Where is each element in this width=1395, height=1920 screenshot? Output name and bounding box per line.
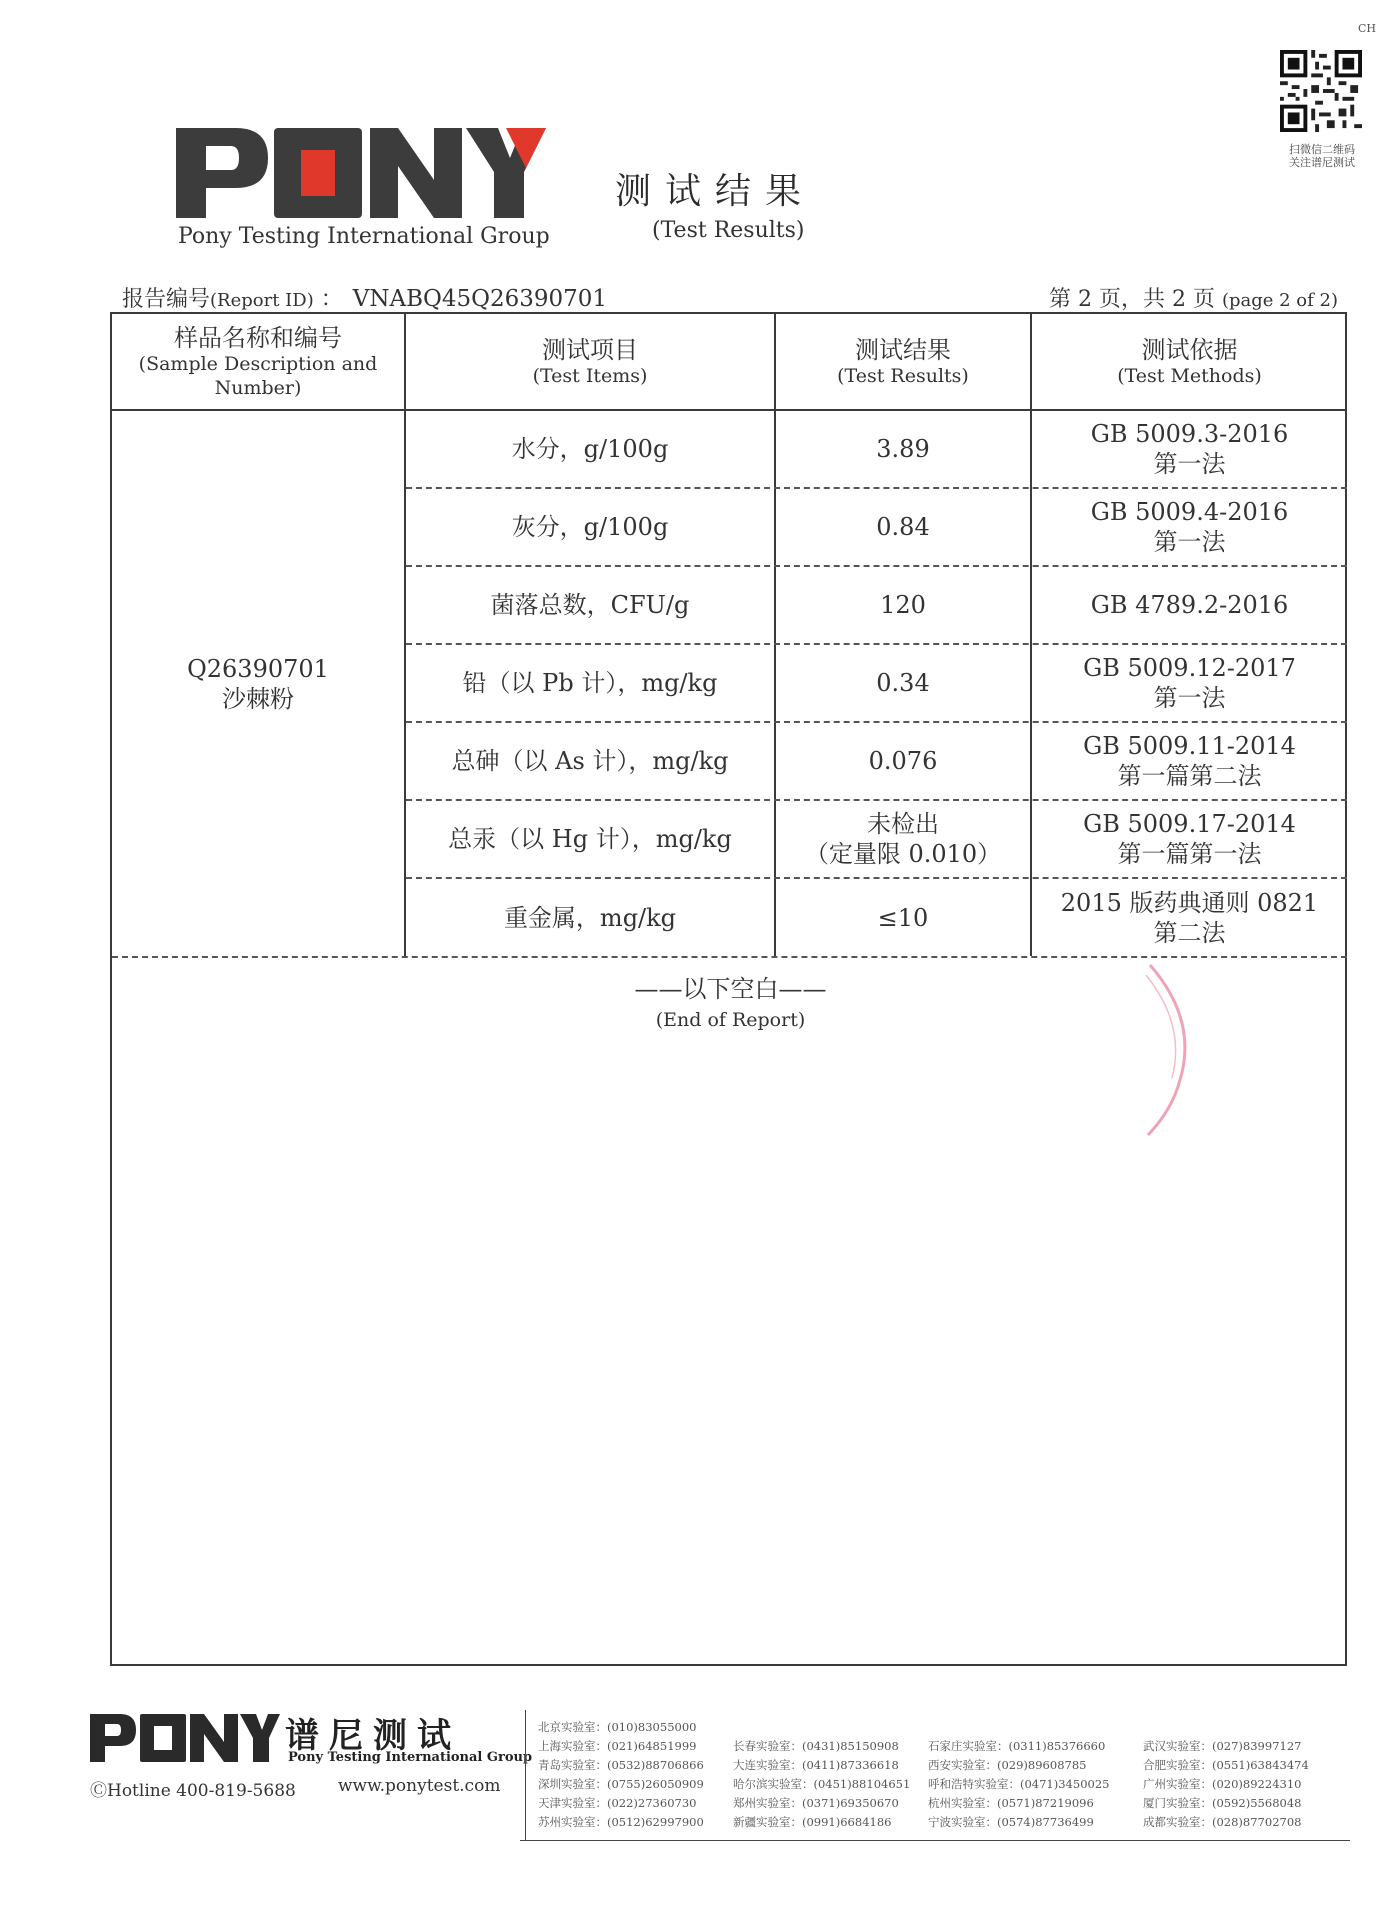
lab-row bbox=[538, 1718, 1358, 1737]
company-name-en: Pony Testing International Group bbox=[178, 224, 550, 249]
test-result-value: 未检出 bbox=[867, 810, 939, 838]
page-title-en: (Test Results) bbox=[652, 218, 805, 243]
test-result-value: 0.076 bbox=[868, 747, 938, 775]
pony-logo bbox=[176, 128, 546, 218]
lab-contact: 新疆实验室：(0991)6684186 bbox=[733, 1815, 892, 1829]
lab-row bbox=[538, 1794, 1358, 1813]
lab-contact: 呼和浩特实验室：(0471)3450025 bbox=[928, 1777, 1110, 1791]
test-method-standard: GB 5009.11-2014 bbox=[1083, 732, 1296, 760]
end-of-report-en: (End of Report) bbox=[655, 1009, 806, 1031]
test-method-standard: 2015 版药典通则 0821 bbox=[1060, 888, 1319, 917]
header-test-items-cn: 测试项目 bbox=[542, 335, 638, 364]
test-method bbox=[1032, 411, 1347, 487]
report-id-value: VNABQ45Q26390701 bbox=[352, 286, 608, 312]
header-sample-en1: (Sample Description and bbox=[138, 352, 378, 375]
footer-company-cn: 谱尼测试 bbox=[285, 1716, 461, 1756]
header-sample-cn: 样品名称和编号 bbox=[174, 323, 342, 352]
header-test-methods bbox=[1032, 314, 1347, 409]
qr-caption-line1: 扫微信二维码 bbox=[1289, 143, 1355, 156]
test-method bbox=[1032, 879, 1347, 956]
header-test-results-cn: 测试结果 bbox=[855, 335, 951, 364]
test-method-standard: GB 4789.2-2016 bbox=[1090, 591, 1289, 619]
test-method-clause: 第一法 bbox=[1153, 528, 1226, 556]
test-item: 总汞（以 Hg 计），mg/kg bbox=[448, 825, 732, 853]
test-method bbox=[1032, 723, 1347, 799]
lab-contact: 武汉实验室：(027)83997127 bbox=[1143, 1739, 1302, 1753]
test-result bbox=[776, 879, 1030, 956]
lab-row bbox=[538, 1775, 1358, 1794]
page-indicator-en: (page 2 of 2) bbox=[1221, 290, 1338, 311]
test-result-value: 3.89 bbox=[876, 435, 930, 463]
lab-contact: 西安实验室：(029)89608785 bbox=[928, 1758, 1087, 1772]
test-result bbox=[776, 723, 1030, 799]
test-method-clause: 第一法 bbox=[1153, 684, 1226, 712]
test-method-standard: GB 5009.4-2016 bbox=[1090, 498, 1289, 526]
lab-contact: 哈尔滨实验室：(0451)88104651 bbox=[733, 1777, 911, 1791]
lab-contact: 厦门实验室：(0592)5568048 bbox=[1143, 1796, 1302, 1810]
header-test-items bbox=[406, 314, 774, 409]
test-result-value: 0.84 bbox=[876, 513, 930, 541]
report-id bbox=[122, 282, 607, 313]
test-method bbox=[1032, 801, 1347, 877]
footer-rule bbox=[520, 1840, 1350, 1841]
footer-company-en: Pony Testing International Group bbox=[288, 1750, 533, 1765]
test-result-value: ≤10 bbox=[877, 903, 929, 932]
lab-contact: 天津实验室：(022)27360730 bbox=[538, 1796, 697, 1810]
qr-code bbox=[1280, 50, 1362, 132]
lab-contact: 石家庄实验室：(0311)85376660 bbox=[928, 1739, 1106, 1753]
hotline: ⒸHotline 400-819-5688 bbox=[90, 1781, 296, 1801]
header-test-methods-en: (Test Methods) bbox=[1117, 364, 1262, 387]
test-method-clause: 第二法 bbox=[1153, 918, 1226, 947]
header-test-results-en: (Test Results) bbox=[837, 364, 969, 387]
lab-contact: 广州实验室：(020)89224310 bbox=[1143, 1777, 1302, 1791]
lab-contact: 青岛实验室：(0532)88706866 bbox=[538, 1758, 704, 1772]
sample-cell bbox=[112, 411, 404, 956]
test-item: 重金属，mg/kg bbox=[503, 903, 677, 932]
lab-row bbox=[538, 1756, 1358, 1775]
report-id-label-cn: 报告编号 bbox=[122, 287, 211, 312]
lab-contact: 宁波实验室：(0574)87736499 bbox=[928, 1815, 1094, 1829]
test-method bbox=[1032, 489, 1347, 565]
header-test-items-en: (Test Items) bbox=[532, 364, 648, 387]
test-method-standard: GB 5009.12-2017 bbox=[1083, 654, 1296, 682]
page-indicator-cn: 第 2 页，共 2 页 bbox=[1048, 287, 1215, 312]
lab-contact: 杭州实验室：(0571)87219096 bbox=[928, 1796, 1094, 1810]
test-method bbox=[1032, 567, 1347, 643]
lab-contact: 郑州实验室：(0371)69350670 bbox=[733, 1796, 899, 1810]
test-method-clause: 第一篇第二法 bbox=[1117, 762, 1262, 790]
test-item: 铅（以 Pb 计），mg/kg bbox=[462, 669, 718, 697]
test-item: 菌落总数，CFU/g bbox=[490, 591, 690, 619]
lab-contact: 上海实验室：(021)64851999 bbox=[538, 1739, 697, 1753]
footer-separator bbox=[525, 1710, 526, 1840]
lab-contact: 北京实验室：(010)83055000 bbox=[538, 1720, 697, 1734]
table-end-divider bbox=[112, 956, 1347, 958]
sample-id: Q26390701 bbox=[187, 654, 329, 683]
test-result-value: 120 bbox=[880, 591, 926, 619]
qr-caption bbox=[1272, 143, 1372, 169]
report-id-label-en: (Report ID) bbox=[210, 290, 314, 311]
lab-contacts bbox=[538, 1718, 1358, 1832]
test-method-standard: GB 5009.3-2016 bbox=[1090, 420, 1289, 448]
lab-row bbox=[538, 1737, 1358, 1756]
test-result bbox=[776, 411, 1030, 487]
website: www.ponytest.com bbox=[338, 1776, 501, 1796]
sample-name: 沙棘粉 bbox=[222, 684, 294, 713]
lab-contact: 大连实验室：(0411)87336618 bbox=[733, 1758, 899, 1772]
test-method-clause: 第一法 bbox=[1153, 450, 1226, 478]
test-result bbox=[776, 801, 1030, 877]
lab-contact: 成都实验室：(028)87702708 bbox=[1143, 1815, 1302, 1829]
seal-stamp bbox=[1120, 960, 1200, 1140]
lab-contact: 苏州实验室：(0512)62997900 bbox=[538, 1815, 704, 1829]
test-item: 水分，g/100g bbox=[511, 435, 669, 463]
lab-contact: 长春实验室：(0431)85150908 bbox=[733, 1739, 899, 1753]
lab-row bbox=[538, 1813, 1358, 1832]
test-item: 灰分，g/100g bbox=[511, 513, 669, 541]
qr-caption-line2: 关注谱尼测试 bbox=[1289, 156, 1355, 169]
lab-contact: 合肥实验室：(0551)63843474 bbox=[1143, 1758, 1309, 1772]
report-id-sep: ： bbox=[320, 287, 343, 312]
footer-pony-logo bbox=[90, 1714, 280, 1762]
corner-code: CH bbox=[1358, 22, 1377, 35]
header-sample bbox=[112, 314, 404, 409]
test-method-clause: 第一篇第一法 bbox=[1117, 840, 1262, 868]
test-result bbox=[776, 567, 1030, 643]
test-result-limit: （定量限 0.010） bbox=[804, 840, 1002, 868]
header-sample-en2: Number) bbox=[214, 376, 302, 399]
lab-contact: 深圳实验室：(0755)26050909 bbox=[538, 1777, 704, 1791]
end-of-report-cn: ——以下空白—— bbox=[634, 975, 827, 1003]
test-result bbox=[776, 645, 1030, 721]
page-indicator bbox=[1049, 282, 1338, 313]
test-result bbox=[776, 489, 1030, 565]
test-method bbox=[1032, 645, 1347, 721]
header-test-results bbox=[776, 314, 1030, 409]
test-item: 总砷（以 As 计），mg/kg bbox=[451, 747, 729, 775]
test-method-standard: GB 5009.17-2014 bbox=[1083, 810, 1296, 838]
test-result-value: 0.34 bbox=[876, 669, 930, 697]
page-title: 测试结果 bbox=[615, 171, 816, 212]
header-test-methods-cn: 测试依据 bbox=[1141, 335, 1238, 364]
